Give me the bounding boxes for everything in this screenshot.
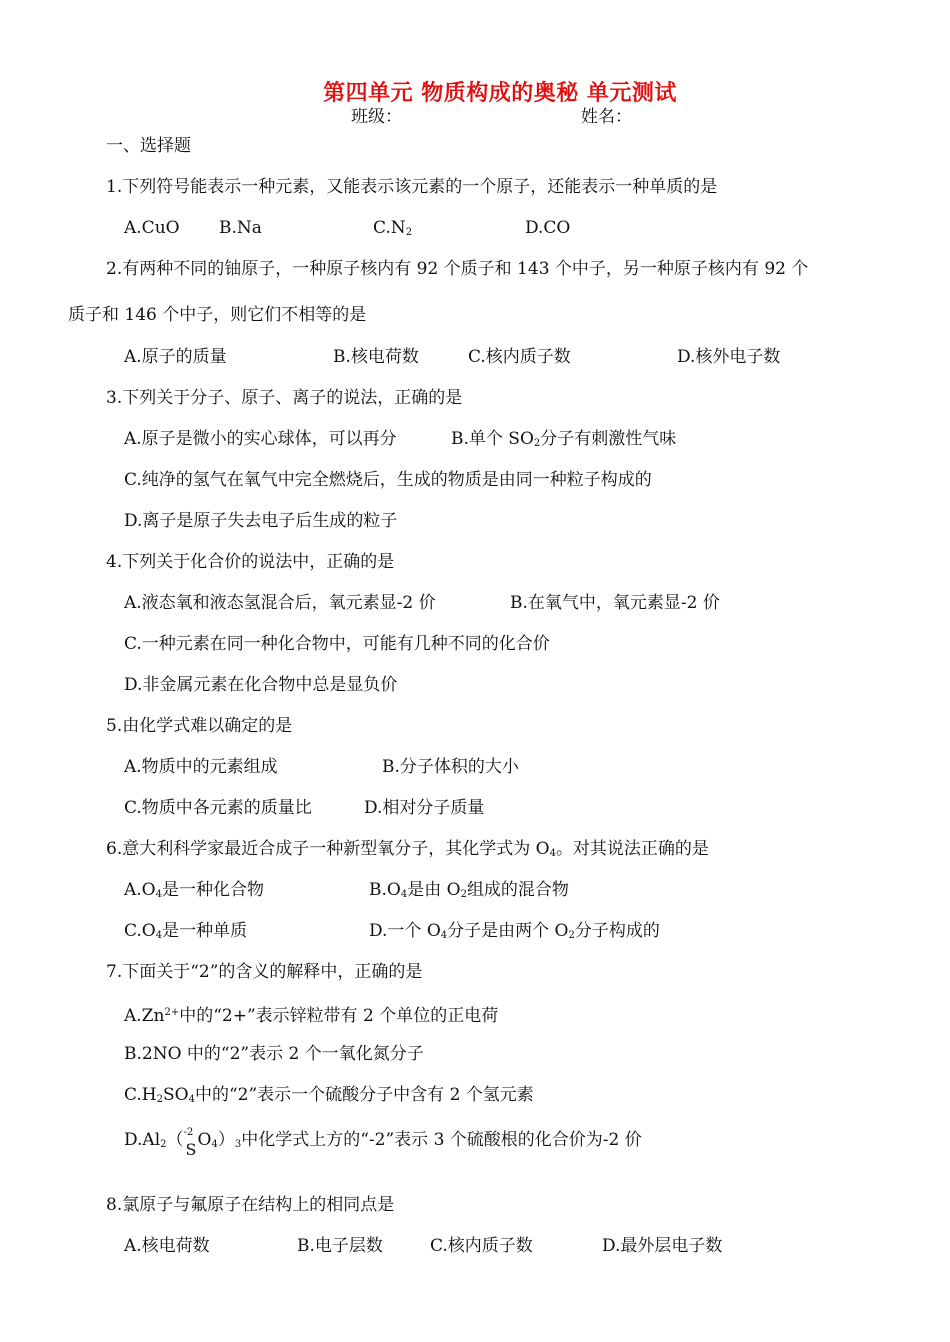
subscript: 3 — [234, 1139, 242, 1150]
question-2-option-d: D.核外电子数 — [677, 347, 781, 367]
class-label: 班级： — [351, 107, 402, 127]
subscript: 4 — [211, 1139, 218, 1150]
valence-stack — [183, 1127, 198, 1159]
question-7-option-b: B.2NO 中的“2”表示 2 个一氧化氮分子 — [124, 1044, 424, 1064]
question-5-option-b: B.分子体积的大小 — [382, 757, 519, 777]
subscript: 2 — [460, 889, 467, 900]
question-7-option-a — [124, 1002, 498, 1027]
question-6-option-a — [124, 879, 264, 906]
valence-mark: -2 — [183, 1127, 194, 1138]
question-1-option-a: A.CuO — [124, 218, 180, 238]
text: C.O — [124, 921, 156, 941]
question-2-option-a: A.原子的质量 — [124, 347, 227, 367]
text: 组成的混合物 — [466, 880, 569, 900]
option-c-text: C.N — [373, 218, 406, 238]
text: B.O — [369, 880, 401, 900]
subscript: 4 — [155, 889, 162, 900]
question-1-option-d: D.CO — [525, 218, 571, 238]
question-6-option-b — [369, 879, 569, 906]
superscript: 2+ — [164, 1007, 180, 1018]
question-3-option-c: C.纯净的氢气在氧气中完全燃烧后，生成的物质是由同一种粒子构成的 — [124, 470, 652, 490]
question-7-option-c — [124, 1084, 534, 1111]
question-5-option-d: D.相对分子质量 — [364, 798, 485, 818]
question-8-option-c: C.核内质子数 — [430, 1236, 533, 1256]
sulfur-symbol: S — [185, 1140, 197, 1159]
text: 中的“2+”表示锌粒带有 2 个单位的正电荷 — [179, 1006, 499, 1026]
question-4-option-b: B.在氧气中，氧元素显-2 价 — [510, 593, 720, 613]
subscript: 2 — [568, 930, 575, 941]
text: B.单个 SO — [451, 429, 534, 449]
subscript: 4 — [155, 930, 163, 941]
text: 是一种单质 — [162, 921, 248, 941]
text: 是由 O — [407, 880, 461, 900]
question-3-option-b — [451, 428, 676, 455]
text: 中化学式上方的“-2”表示 3 个硫酸根的化合价为-2 价 — [241, 1130, 642, 1150]
section-heading: 一、选择题 — [106, 136, 191, 156]
text: ） — [217, 1130, 235, 1150]
text: 分子构成的 — [574, 921, 660, 941]
text: （ — [166, 1130, 184, 1150]
question-1-option-b: B.Na — [219, 218, 262, 238]
question-7-stem: 7.下面关于“2”的含义的解释中，正确的是 — [106, 962, 423, 982]
text: D.Al — [124, 1130, 161, 1150]
question-5-option-a: A.物质中的元素组成 — [124, 757, 278, 777]
text: C.H — [124, 1085, 157, 1105]
question-3-option-d: D.离子是原子失去电子后生成的粒子 — [124, 511, 398, 531]
name-label: 姓名： — [581, 107, 632, 127]
question-4-option-a: A.液态氧和液态氢混合后，氧元素显-2 价 — [124, 593, 436, 613]
question-3-option-a: A.原子是微小的实心球体，可以再分 — [124, 429, 397, 449]
question-4-stem: 4.下列关于化合价的说法中，正确的是 — [106, 552, 395, 572]
text: O — [197, 1130, 212, 1150]
question-8-option-a: A.核电荷数 — [124, 1236, 210, 1256]
question-1-stem: 1.下列符号能表示一种元素，又能表示该元素的一个原子，还能表示一种单质的是 — [106, 177, 718, 197]
question-7-option-d — [124, 1127, 642, 1159]
question-8-option-b: B.电子层数 — [297, 1236, 383, 1256]
text: 中的“2”表示一个硫酸分子中含有 2 个氢元素 — [194, 1085, 534, 1105]
question-4-option-d: D.非金属元素在化合物中总是显负价 — [124, 675, 398, 695]
question-5-option-c: C.物质中各元素的质量比 — [124, 798, 312, 818]
subscript: 4 — [440, 930, 448, 941]
subscript: 2 — [160, 1139, 167, 1150]
subscript: 4 — [188, 1094, 195, 1105]
subscript: 2 — [405, 227, 413, 238]
question-6-option-c — [124, 920, 247, 947]
page-title: 第四单元 物质构成的奥秘 单元测试 — [323, 81, 677, 106]
question-6-option-d — [369, 920, 660, 947]
subscript: 2 — [156, 1094, 164, 1105]
question-2-stem-line2: 质子和 146 个中子，则它们不相等的是 — [68, 305, 367, 325]
question-6-stem — [106, 838, 709, 865]
text: 分子有刺激性气味 — [540, 429, 677, 449]
question-2-stem-line1: 2.有两种不同的铀原子，一种原子核内有 92 个质子和 143 个中子，另一种原子核内有 92 个 — [106, 259, 809, 279]
question-8-option-d: D.最外层电子数 — [602, 1236, 723, 1256]
text: 。对其说法正确的是 — [555, 839, 709, 859]
text: A.Zn — [124, 1006, 165, 1026]
subscript: 2 — [533, 438, 541, 449]
subscript: 4 — [400, 889, 408, 900]
text: A.O — [124, 880, 156, 900]
question-4-option-c: C.一种元素在同一种化合物中，可能有几种不同的化合价 — [124, 634, 550, 654]
text: SO — [163, 1085, 189, 1105]
question-2-option-c: C.核内质子数 — [468, 347, 571, 367]
question-5-stem: 5.由化学式难以确定的是 — [106, 716, 293, 736]
question-8-stem: 8.氯原子与氟原子在结构上的相同点是 — [106, 1195, 395, 1215]
text: 6.意大利科学家最近合成子一种新型氧分子，其化学式为 O — [106, 839, 550, 859]
text: 是一种化合物 — [162, 880, 264, 900]
question-2-option-b: B.核电荷数 — [333, 347, 419, 367]
text: D.一个 O — [369, 921, 441, 941]
question-3-stem: 3.下列关于分子、原子、离子的说法，正确的是 — [106, 388, 463, 408]
subscript: 4 — [549, 848, 556, 859]
text: 分子是由两个 O — [447, 921, 569, 941]
question-1-option-c — [373, 217, 412, 244]
